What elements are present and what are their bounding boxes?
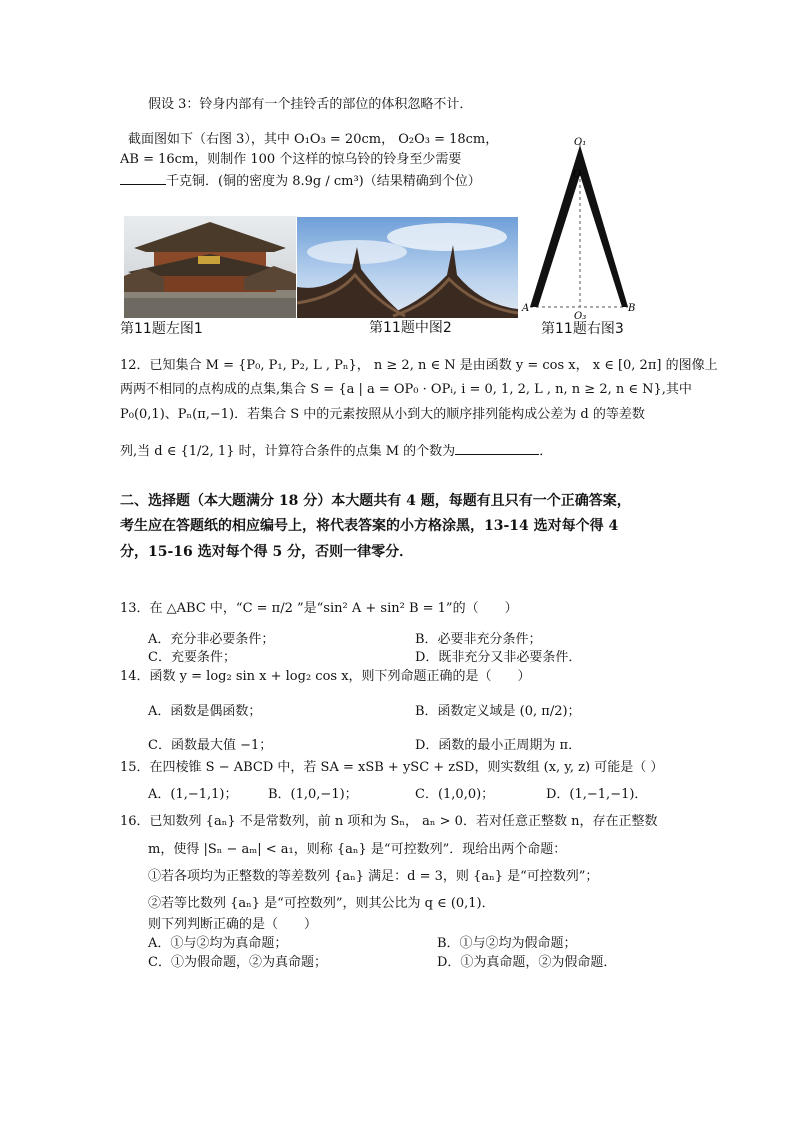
section-text-line3-content: 千克铜．(铜的密度为 8.9g / cm³)（结果精确到个位） xyxy=(166,174,481,189)
q16-line4: ②若等比数列 {aₙ} 是“可控数列”，则其公比为 q ∈ (0,1)． xyxy=(148,896,495,911)
q12-line1: 12．已知集合 M = {P₀, P₁, P₂, L , Pₙ}， n ≥ 2, n ∈ N 是由函数 y = cos x， x ∈ [0, 2π] 的图像上 xyxy=(120,358,718,373)
q15-option-d: D．(1,−1,−1)． xyxy=(546,787,648,802)
roof-photo xyxy=(297,217,518,318)
q13-option-c: C．充要条件； xyxy=(148,650,236,665)
q12-line4-end: ． xyxy=(539,444,553,459)
q16-line3: ①若各项均为正整数的等差数列 {aₙ} 满足：d = 3，则 {aₙ} 是“可控数列”； xyxy=(148,869,599,884)
q13-option-b: B．必要非充分条件； xyxy=(415,632,542,647)
temple-photo xyxy=(124,216,296,318)
section-text-line3 xyxy=(120,171,481,191)
label-o3: O₃ xyxy=(574,311,587,320)
q14-option-d: D．函数的最小正周期为 π． xyxy=(415,738,582,753)
q16-option-d: D．①为真命题，②为假命题． xyxy=(437,955,617,970)
q14-option-b: B．函数定义域是 (0, π/2)； xyxy=(415,704,581,719)
q13-option-d: D．既非充分又非必要条件． xyxy=(415,650,582,665)
figure1-caption: 第11题左图1 xyxy=(120,321,203,337)
q13-stem: 13．在 △ABC 中，“C = π/2 ”是“sin² A + sin² B = 1”的（ ） xyxy=(120,601,518,616)
q14-stem: 14．函数 y = log₂ sin x + log₂ cos x，则下列命题正确的是（ ） xyxy=(120,669,531,684)
label-b: B xyxy=(628,303,636,314)
q15-option-a: A．(1,−1,1)； xyxy=(148,787,238,802)
assumption-3: 假设 3：铃身内部有一个挂铃舌的部位的体积忽略不计． xyxy=(148,97,473,112)
section2-line2: 考生应在答题纸的相应编号上，将代表答案的小方格涂黑，13-14 选对每个得 4 xyxy=(120,518,619,534)
answer-blank xyxy=(120,171,166,185)
section-text-line2: AB = 16cm，则制作 100 个这样的惊乌铃的铃身至少需要 xyxy=(120,152,462,167)
q12-line4-text: 列,当 d ∈ {1/2, 1} 时，计算符合条件的点集 M 的个数为 xyxy=(120,444,456,459)
label-o1: O₁ xyxy=(574,137,587,148)
q12-answer-blank xyxy=(455,441,539,455)
q16-line1: 16．已知数列 {aₙ} 不是常数列，前 n 项和为 Sₙ， aₙ > 0．若对任意正整数 n，存在正整数 xyxy=(120,814,658,829)
q16-option-c: C．①为假命题，②为真命题； xyxy=(148,955,327,970)
q15-stem: 15．在四棱锥 S − ABCD 中，若 SA = xSB + ySC + zSD，则实数组 (x, y, z) 可能是（ ） xyxy=(120,760,664,775)
q12-line2: 两两不相同的点构成的点集,集合 S = {a | a = OP₀ · OPᵢ, i = 0, 1, 2, L , n, n ≥ 2, n ∈ N},其中 xyxy=(120,382,692,397)
section-text-line1: 截面图如下（右图 3），其中 O₁O₃ = 20cm， O₂O₃ = 18cm， xyxy=(128,132,499,147)
q16-line2: m，使得 |Sₙ − aₘ| < a₁，则称 {aₙ} 是“可控数列”．现给出两个命题： xyxy=(148,842,567,857)
q16-option-b: B．①与②均为假命题； xyxy=(437,936,577,951)
label-a: A xyxy=(522,303,530,314)
temple-illustration xyxy=(124,216,296,318)
label-o: O xyxy=(573,169,582,180)
q15-option-b: B．(1,0,−1)； xyxy=(268,787,358,802)
q13-option-a: A．充分非必要条件； xyxy=(148,632,275,647)
q16-line5: 则下列判断正确的是（ ） xyxy=(148,917,318,932)
figure3-caption: 第11题右图3 xyxy=(541,321,624,337)
q12-line4 xyxy=(120,441,552,461)
q14-option-c: C．函数最大值 −1； xyxy=(148,738,273,753)
figure2-caption: 第11题中图2 xyxy=(369,320,452,336)
q14-option-a: A．函数是偶函数； xyxy=(148,704,262,719)
q12-line3: P₀(0,1)、Pₙ(π,−1)．若集合 S 中的元素按照从小到大的顺序排列能构成公差为 d 的等差数 xyxy=(120,407,645,422)
cross-section-diagram xyxy=(520,135,640,320)
q15-option-c: C．(1,0,0)； xyxy=(415,787,495,802)
section2-line1: 二、选择题（本大题满分 18 分）本大题共有 4 题，每题有且只有一个正确答案， xyxy=(120,493,631,509)
q16-option-a: A．①与②均为真命题； xyxy=(148,936,288,951)
roof-illustration xyxy=(297,217,518,318)
section2-line3: 分，15-16 选对每个得 5 分，否则一律零分． xyxy=(120,544,414,560)
